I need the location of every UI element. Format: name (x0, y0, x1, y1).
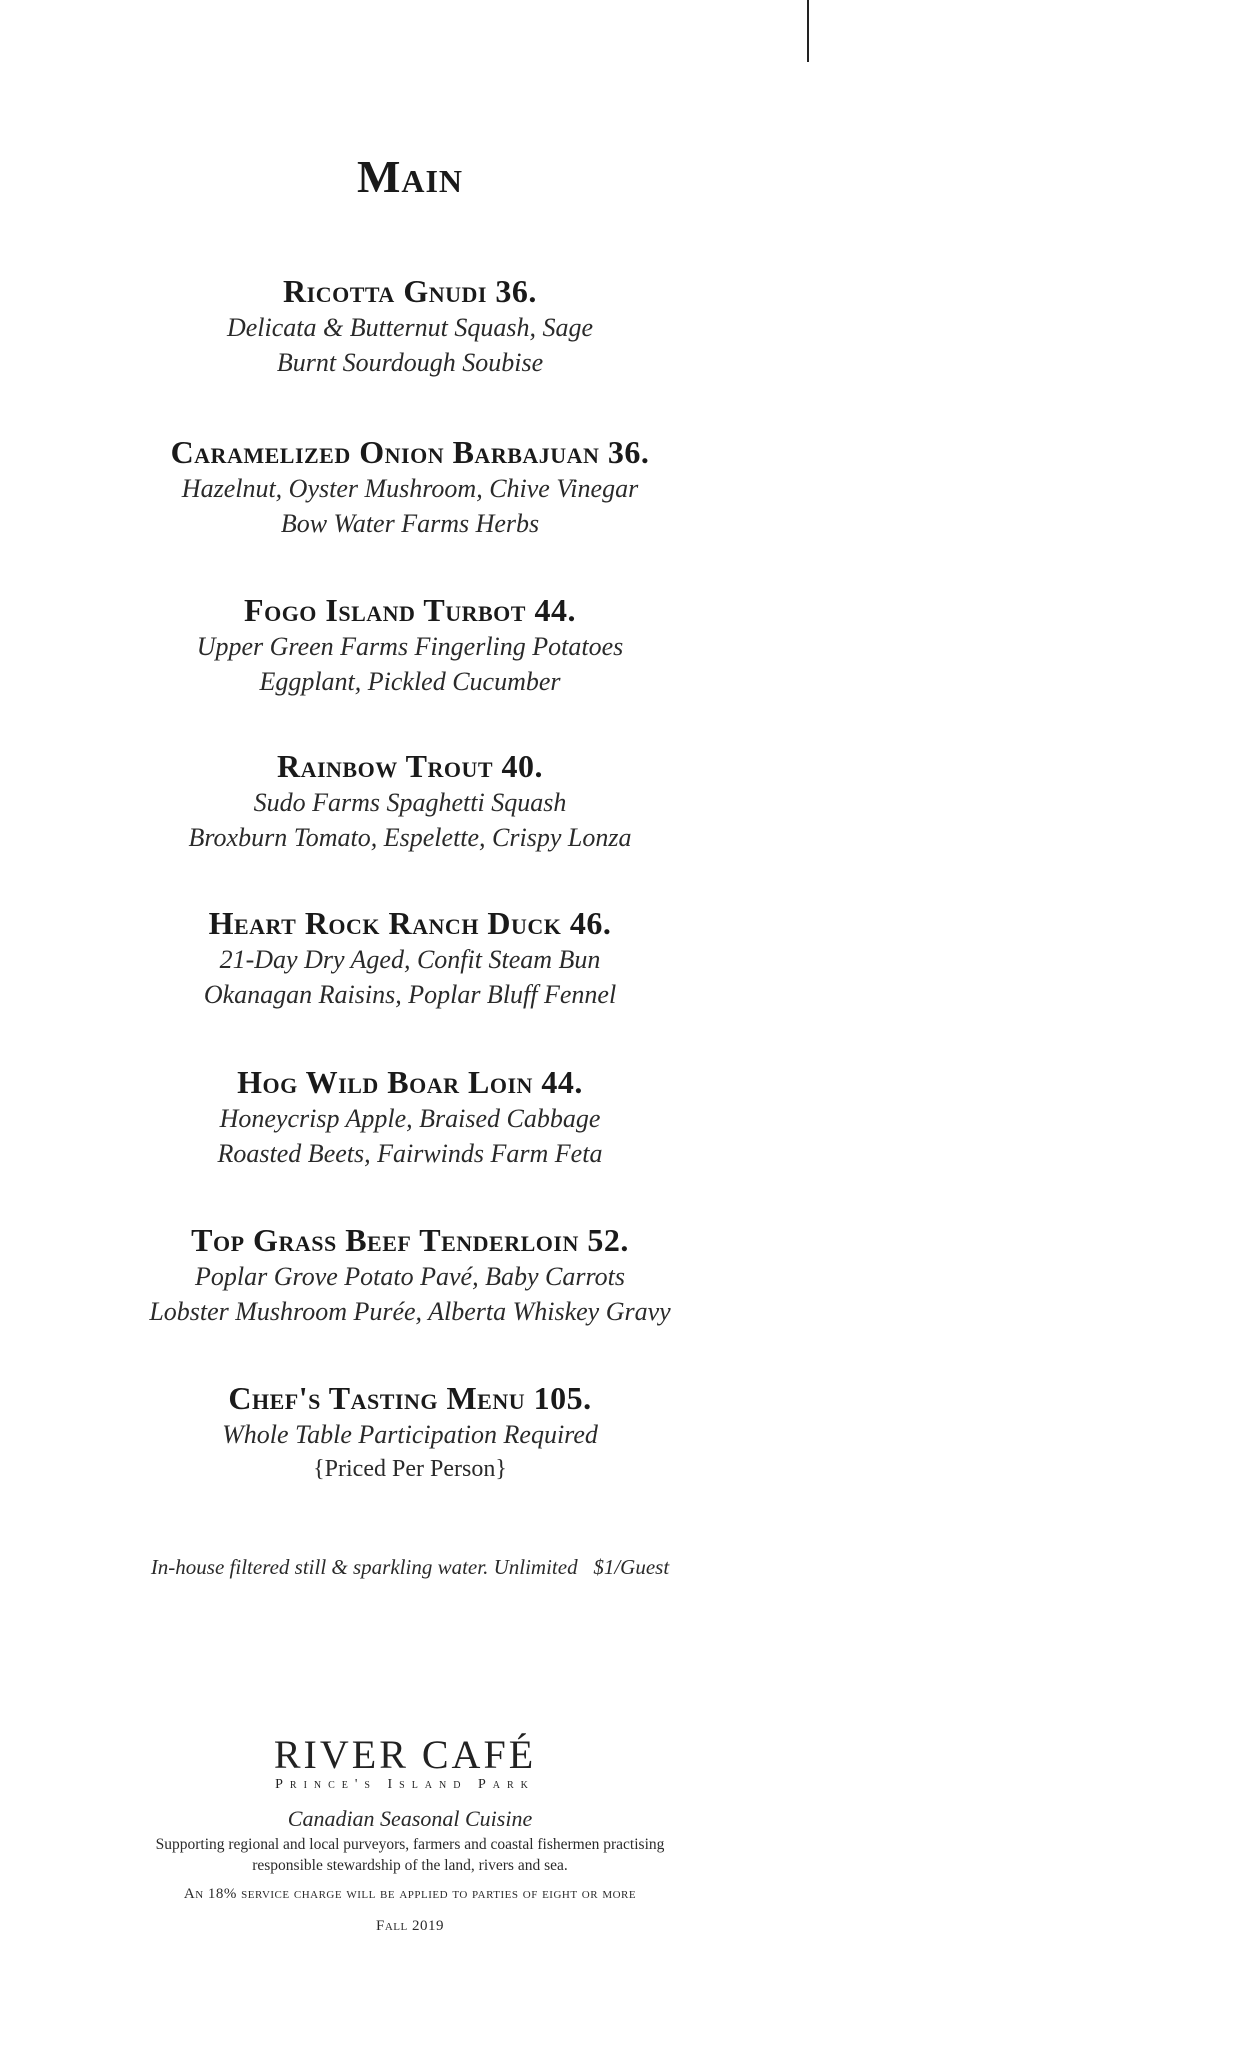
water-price: $1/Guest (593, 1555, 670, 1579)
dish-name: Ricotta Gnudi 36. (283, 273, 537, 309)
dish-name: Fogo Island Turbot 44. (244, 592, 576, 628)
menu-item (130, 1379, 690, 1486)
menu-item (130, 272, 690, 380)
season-label: Fall 2019 (376, 1918, 444, 1934)
water-note-text: In-house filtered still & sparkling water. Unlimited (150, 1555, 578, 1579)
dish-description: Bow Water Farms Herbs (280, 509, 540, 538)
logo-wordmark: RIVER CAFÉ (273, 1732, 537, 1777)
logo-graphic (250, 1732, 560, 1794)
section-title: Main (356, 151, 464, 202)
dish-name: Top Grass Beef Tenderloin 52. (191, 1222, 629, 1258)
menu-item (130, 747, 690, 855)
restaurant-logo (250, 1732, 560, 1794)
dish-description: Poplar Grove Potato Pavé, Baby Carrots (195, 1262, 625, 1291)
menu-item (130, 591, 690, 699)
dish-description: Sudo Farms Spaghetti Squash (253, 788, 567, 817)
page-edge-rule (807, 0, 809, 62)
water-note (100, 1555, 720, 1580)
dish-description: 21-Day Dry Aged, Confit Steam Bun (219, 945, 601, 974)
mission-statement: Supporting regional and local purveyors, farmers and coastal fishermen practising responsible stewardship of the land, rivers and sea. (155, 1836, 665, 1874)
dish-note: {Priced Per Person} (313, 1456, 507, 1482)
menu-item (130, 1063, 690, 1171)
menu-item (130, 1221, 690, 1329)
dish-description: Burnt Sourdough Soubise (276, 348, 544, 377)
dish-description: Broxburn Tomato, Espelette, Crispy Lonza (188, 823, 632, 852)
dish-description: Lobster Mushroom Purée, Alberta Whiskey Gravy (149, 1297, 671, 1326)
dish-description: Okanagan Raisins, Poplar Bluff Fennel (203, 980, 617, 1009)
menu-item (130, 904, 690, 1012)
dish-description: Delicata & Butternut Squash, Sage (226, 313, 594, 342)
menu-item (130, 433, 690, 541)
dish-description: Eggplant, Pickled Cucumber (259, 667, 561, 696)
service-charge-note: An 18% service charge will be applied to parties of eight or more (183, 1886, 637, 1902)
cuisine-tagline: Canadian Seasonal Cuisine (287, 1806, 533, 1831)
dish-name: Caramelized Onion Barbajuan 36. (170, 434, 650, 470)
dish-description: Roasted Beets, Fairwinds Farm Feta (217, 1139, 603, 1168)
dish-description: Whole Table Participation Required (222, 1420, 598, 1449)
dish-name: Chef's Tasting Menu 105. (228, 1380, 592, 1416)
dish-name: Rainbow Trout 40. (276, 748, 544, 784)
dish-description: Honeycrisp Apple, Braised Cabbage (219, 1104, 601, 1133)
logo-subtitle: Prince's Island Park (275, 1777, 535, 1792)
dish-name: Hog Wild Boar Loin 44. (237, 1064, 583, 1100)
dish-description: Hazelnut, Oyster Mushroom, Chive Vinegar (181, 474, 639, 503)
dish-name: Heart Rock Ranch Duck 46. (208, 905, 612, 941)
dish-description: Upper Green Farms Fingerling Potatoes (196, 632, 624, 661)
